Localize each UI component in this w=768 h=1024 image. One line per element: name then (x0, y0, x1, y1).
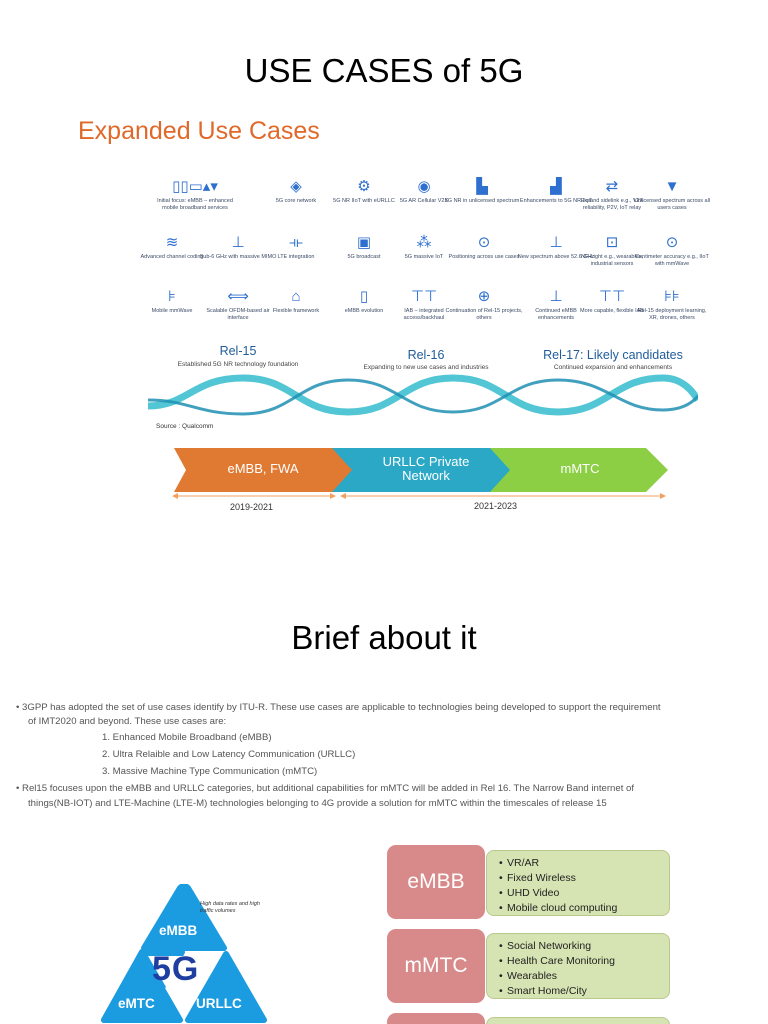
use-case-label: 5G core network (275, 198, 317, 204)
use-case-label: Continuation of Rel-15 projects, others (445, 308, 523, 321)
list-item: • VR/AR (507, 856, 669, 871)
use-case-item (156, 178, 234, 211)
source-note: Source : Qualcomm (156, 423, 214, 430)
embb-continued-icon: ⊥ (549, 288, 563, 305)
use-case-label: Advanced channel coding (140, 254, 204, 260)
arrow-label-urllc: URLLC Private Network (382, 454, 470, 483)
list-item: • Mobile cloud computing (507, 901, 669, 916)
embb-evolution-icon: ▯ (359, 288, 369, 305)
use-case-label: NR-Light e.g., wearables, industrial sensors (580, 254, 644, 267)
list-item: • Smart Home/City (507, 984, 669, 999)
use-case-label: Rel-15 deployment learning, XR, drones, others (637, 308, 707, 321)
use-case-item (633, 288, 711, 321)
numbered-item: 3. Massive Machine Type Communication (mMTC) (102, 766, 318, 777)
use-case-label: Enhancements to 5G NR IIoT (519, 198, 593, 204)
cube-icon: ◈ (290, 178, 302, 195)
use-case-label: LTE integration (277, 254, 315, 260)
third-box-partial (387, 1013, 485, 1024)
release-wave (148, 372, 698, 422)
triangle-label-urllc: URLLC (196, 996, 242, 1011)
list-item: • Fixed Wireless (507, 871, 669, 886)
year-brackets (172, 490, 672, 502)
interface-icon: ⟺ (227, 288, 249, 305)
use-case-item (445, 234, 523, 261)
rel-17-subtitle: Continued expansion and enhancements (553, 364, 673, 371)
triangle-top (144, 886, 224, 948)
triangle-label-embb: eMBB (159, 923, 198, 938)
page-title: USE CASES of 5G (244, 52, 524, 89)
bullet-line: • Rel15 focuses upon the eMBB and URLLC categories, but additional capabilities for mMTC will be added in Rel 16. The Narrow Band internet of (16, 783, 635, 794)
year-range-1: 2019-2021 (230, 502, 274, 512)
list-item: • Wearables (507, 969, 669, 984)
use-case-label: Unlicensed spectrum across all users cases (633, 198, 711, 211)
bullet-line: • 3GPP has adopted the set of use cases identify by ITU-R. These use cases are applicable to technologies being developed to support the requirement (16, 702, 661, 713)
use-case-label: 5G massive IoT (404, 254, 444, 260)
iab-icon: ⊤⊤ (410, 288, 438, 305)
rel-15-title: Rel-15 (219, 344, 257, 358)
embb-list (486, 850, 670, 916)
triangle-label-emtc: eMTC (118, 996, 155, 1011)
list-item: • Social Networking (507, 939, 669, 954)
use-case-label: New spectrum above 52.6 GHz (517, 254, 595, 260)
framework-icon: ⌂ (291, 288, 301, 305)
triangle-note: High data rates and high traffic volumes (200, 901, 260, 914)
unlicensed-icon: ▙ (476, 178, 488, 195)
rel-16-title: Rel-16 (407, 348, 445, 362)
bullet-line: things(NB-IOT) and LTE-Machine (LTE-M) technologies belonging to 4G provide a solution for mMTC within the timescales of release 15 (28, 798, 607, 809)
list-item: • Health Care Monitoring (507, 954, 669, 969)
brief-title: Brief about it (291, 619, 477, 656)
tower-icon: ⊥ (231, 234, 245, 251)
expanded-use-cases-heading: Expanded Use Cases (78, 117, 320, 145)
use-case-label: Continued eMBB enhancements (535, 308, 577, 321)
use-case-label: Sub-6 GHz with massive MIMO (199, 254, 277, 260)
use-case-label: eMBB evolution (344, 308, 384, 314)
rel15-deploy-icon: ⊧⊧ (664, 288, 680, 305)
globe-icon: ⊕ (477, 288, 491, 305)
use-case-item (257, 234, 335, 261)
antenna-array-icon: ≋ (165, 234, 179, 251)
mmtc-list (486, 933, 670, 999)
use-case-item (445, 288, 523, 321)
use-case-item (633, 234, 711, 267)
use-case-label: Expand sidelink e.g., V2X reliability, P2V, IoT relay (580, 198, 644, 211)
bullet-line: of IMT2020 and beyond. These use cases are: (28, 716, 227, 727)
use-case-label: Initial focus: eMBB – enhanced mobile broadband services (157, 198, 233, 211)
iot-icon: ⁂ (416, 234, 432, 251)
rel-17-title: Rel-17: Likely candidates (543, 348, 683, 362)
pin-icon: ⊙ (665, 234, 679, 251)
use-case-label: 5G NR IIoT with eURLLC (333, 198, 395, 204)
use-case-label: Flexible framework (272, 308, 320, 314)
use-case-label: 5G NR in unlicensed spectrum (444, 198, 520, 204)
arrow-label-embb-fwa: eMBB, FWA (227, 461, 299, 476)
use-case-label: 5G broadcast (347, 254, 381, 260)
arrow-label-mmtc: mMTC (560, 461, 600, 476)
use-case-label: IAB – integrated access/backhaul (403, 308, 445, 321)
mmtc-box: mMTC (387, 929, 485, 1003)
mmwave-icon: ⊧ (168, 288, 176, 305)
factory-icon: ▟ (550, 178, 562, 195)
rel-15-subtitle: Established 5G NR technology foundation (177, 361, 299, 368)
embb-box: eMBB (387, 845, 485, 919)
triangle-label-5g: 5G (152, 950, 200, 988)
use-case-label: Centimeter accuracy e.g., IIoT with mmWave (635, 254, 709, 267)
broadcast-icon: ▣ (356, 234, 372, 251)
use-case-label: 5G AR Cellular V2X (399, 198, 449, 204)
rel-16-subtitle: Expanding to new use cases and industries (363, 364, 489, 371)
robot-arm-icon: ⚙ (357, 178, 371, 195)
flexible-iab-icon: ⊤⊤ (598, 288, 626, 305)
use-case-label: Positioning across use cases (448, 254, 520, 260)
sidelink-icon: ⇄ (605, 178, 619, 195)
wearable-icon: ⊡ (605, 234, 619, 251)
third-list-partial (486, 1017, 670, 1024)
year-range-2: 2021-2023 (474, 501, 518, 511)
use-case-label: Scalable OFDM-based air interface (206, 308, 270, 321)
numbered-item: 2. Ultra Relaible and Low Latency Communication (URLLC) (102, 749, 356, 760)
car-icon: ◉ (417, 178, 431, 195)
use-case-item (443, 178, 521, 205)
use-case-label: More capable, flexible IAB (580, 308, 644, 314)
shirt-icon: ▼ (664, 178, 680, 195)
use-case-item (633, 178, 711, 211)
use-case-item (257, 288, 335, 315)
numbered-item: 1. Enhanced Mobile Broadband (eMBB) (102, 732, 272, 743)
list-item: • UHD Video (507, 886, 669, 901)
location-pin-icon: ⊙ (477, 234, 491, 251)
use-case-item (257, 178, 335, 205)
spectrum-icon: ⊥ (549, 234, 563, 251)
lte-icon: ⟛ (289, 234, 303, 251)
phone-tablet-laptop-icon: ▯▯▭▴▾ (172, 178, 218, 195)
use-case-label: Mobile mmWave (151, 308, 193, 314)
